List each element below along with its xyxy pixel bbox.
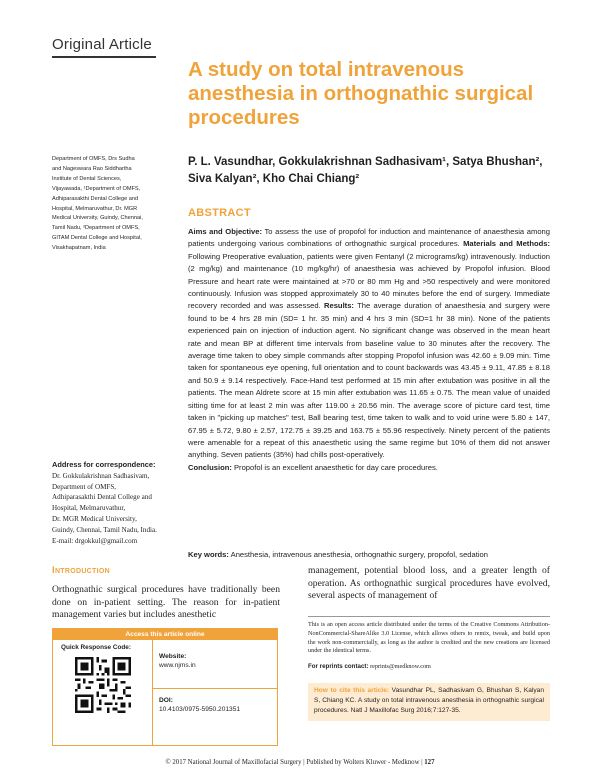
introduction-heading: Introduction [52,565,110,576]
cite-label: How to cite this article: [314,687,390,694]
license-rule [308,616,550,617]
correspondence-heading: Address for correspondence: [52,460,156,469]
qr-label: Quick Response Code: [61,644,131,651]
cite-box [308,683,550,721]
introduction-col-2: management, potential blood loss, and a greater length of operation. As orthognathic surgical procedures have evolved, several aspects of management of [308,565,550,602]
conclusion-label: Conclusion: [188,462,232,472]
correspondence-line: Adhiparasakthi Dental College and [52,493,152,502]
correspondence-line: Dr. Gokkulakrishnan Sadhasivam, [52,471,150,480]
keywords-label: Key words: [188,550,229,559]
results-label: Results: [324,301,354,311]
conclusion-text: Propofol is an excellent anaesthetic for day care procedures. [231,462,438,472]
website-row [159,652,275,670]
affiliation-line: Institute of Dental Sciences, [52,175,122,182]
cite-text: Vasundhar PL, Sadhasivam G, Bhushan S, Kalyan S, Chiang KC. A study on total intravenous anesthesia in orthognathic surgical procedures. Natl J Maxillofac Surg 2016;7:127-35. [314,687,544,714]
affiliation-line: Visakhapatnam, India [52,245,106,252]
affiliation-line: Medical University, Guindy, Chennai, [52,215,143,222]
correspondence-line: Guindy, Chennai, Tamil Nadu, India. [52,525,157,534]
affiliation-line: Adhiparasakthi Dental College and [52,195,139,202]
section-label: Original Article [52,36,152,53]
access-left [53,640,153,746]
doi-link[interactable]: 10.4103/0975-5950.201351 [159,706,241,713]
page-number: 127 [424,759,435,766]
introduction-col-1: Orthognathic surgical procedures have traditionally been done on in-patient setting. The reason for in-patient management varies but includes anesthetic [52,584,280,621]
authors [188,154,558,188]
doi-label: DOI: [159,697,173,704]
affiliations [52,155,176,254]
doi-row [159,696,275,714]
correspondence-line: Department of OMFS, [52,482,117,491]
affiliation-line: GITAM Dental College and Hospital, [52,235,142,242]
affiliation-line: Tamil Nadu, ²Department of OMFS, [52,225,140,232]
footer-text: © 2017 National Journal of Maxillofacial Surgery | Published by Wolters Kluwer - Medknow | [165,759,423,766]
methods-label: Materials and Methods: [463,239,550,249]
reprints-email[interactable]: reprints@medknow.com [368,663,431,670]
aims-text: To assess the use of propofol for induction and maintenance of anaesthesia among patients undergoing various combinations of orthognathic surgical procedures. [188,227,550,249]
website-label: Website: [159,653,187,660]
reprints-label: For reprints contact: [308,663,369,670]
section-rule [52,56,156,58]
methods-text: Following Preoperative evaluation, patients were given Fentanyl (2 micrograms/kg) intravenously. Induction (2 mg/kg) and maintenance (10 mg/kg/hr) of anaesthesia was achieved by Propofol infusion. Blood Pressure and heart rate were maintained at >70 or 80 mm Hg and >50 respectively and were monitored continuously. Infusion was stopped approximately 30 to 40 minutes before the end of surgery. Immediate recovery recorded and was assessed. [188,251,550,311]
results-text: The average duration of anaesthesia and surgery were found to be 4 hrs 28 min (SD= 1 hr. 35 min) and 4 hrs 3 min (SD=1 hr 38 min). None of the patients experienced pain on injection of induction agent. No significant change was observed in the mean heart rate and mean BP at different time intervals from baseline value to 30 minutes after the recovery. The average time taken to obey simple commands after stopping Propofol infusion was 42.60 ± 9.09 min. Time taken for spontaneous eye opening, full orientation and to count backwards was 43.45 ± 9.11, 47.85 ± 8.18 and 50.9 ± 9.14 respectively. Face-Hand test performed at 15 min after extubation was positive in all the patients. The mean Aldrete score at 15 min after extubation was 11.65 ± 0.75. The mean value of unaided sitting time for at least 2 min was after 119.00 ± 20.56 min. The average score of picture card test, time taken in "picking up matches" test, Ball bearing test, time taken to walk and to void urine were 5.80 ± 147, 67.95 ± 5.72, 9.80 ± 2.57, 172.75 ± 39.25 and 163.75 ± 55.96 respectively. Ninety percent of the patients were amenable for a repeat of this anaesthetic using the same regime but 10% of them did not answer anything. Seven patients (35%) had chills post-operatively. [188,301,550,460]
correspondence-line: Hospital, Melmaruvathur, [52,504,126,513]
qr-code-icon[interactable] [75,657,131,713]
article-title: A study on total intravenous anesthesia in orthognathic surgical procedures [188,58,534,129]
reprints [308,663,550,670]
keywords-text: Anesthesia, intravenous anesthesia, orthognathic surgery, propofol, sedation [228,550,488,559]
access-right [153,640,278,746]
access-separator [153,688,278,689]
abstract-heading: ABSTRACT [188,207,251,219]
abstract-body [188,226,550,474]
correspondence [52,460,180,546]
affiliation-line: Vijayawada, ¹Department of OMFS, [52,185,141,192]
affiliation-line: and Nageswara Rao Siddhartha [52,165,132,172]
correspondence-line: Dr. MGR Medical University, [52,514,137,523]
access-title: Access this article online [53,629,277,640]
authors-line-2: Siva Kalyan², Kho Chai Chiang² [188,173,360,185]
footer [0,759,600,766]
correspondence-email: E-mail: drgokkul@gmail.com [52,536,138,545]
website-link[interactable]: www.njms.in [159,662,196,669]
affiliation-line: Department of OMFS, Drs Sudha [52,156,135,162]
aims-label: Aims and Objective: [188,227,263,236]
keywords [188,549,550,561]
affiliation-line: Hospital, Melmaruvathur, Dr. MGR [52,205,138,212]
authors-line-1: P. L. Vasundhar, Gokkulakrishnan Sadhasivam¹, Satya Bhushan², [188,156,543,168]
access-box [52,628,278,746]
license-text: This is an open access article distributed under the terms of the Creative Commons Attribution-NonCommercial-ShareAlike 3.0 License, which allows others to remix, tweak, and build upon the work non-commercially, as long as the author is credited and the new creations are licensed under the identical terms. [308,621,550,655]
